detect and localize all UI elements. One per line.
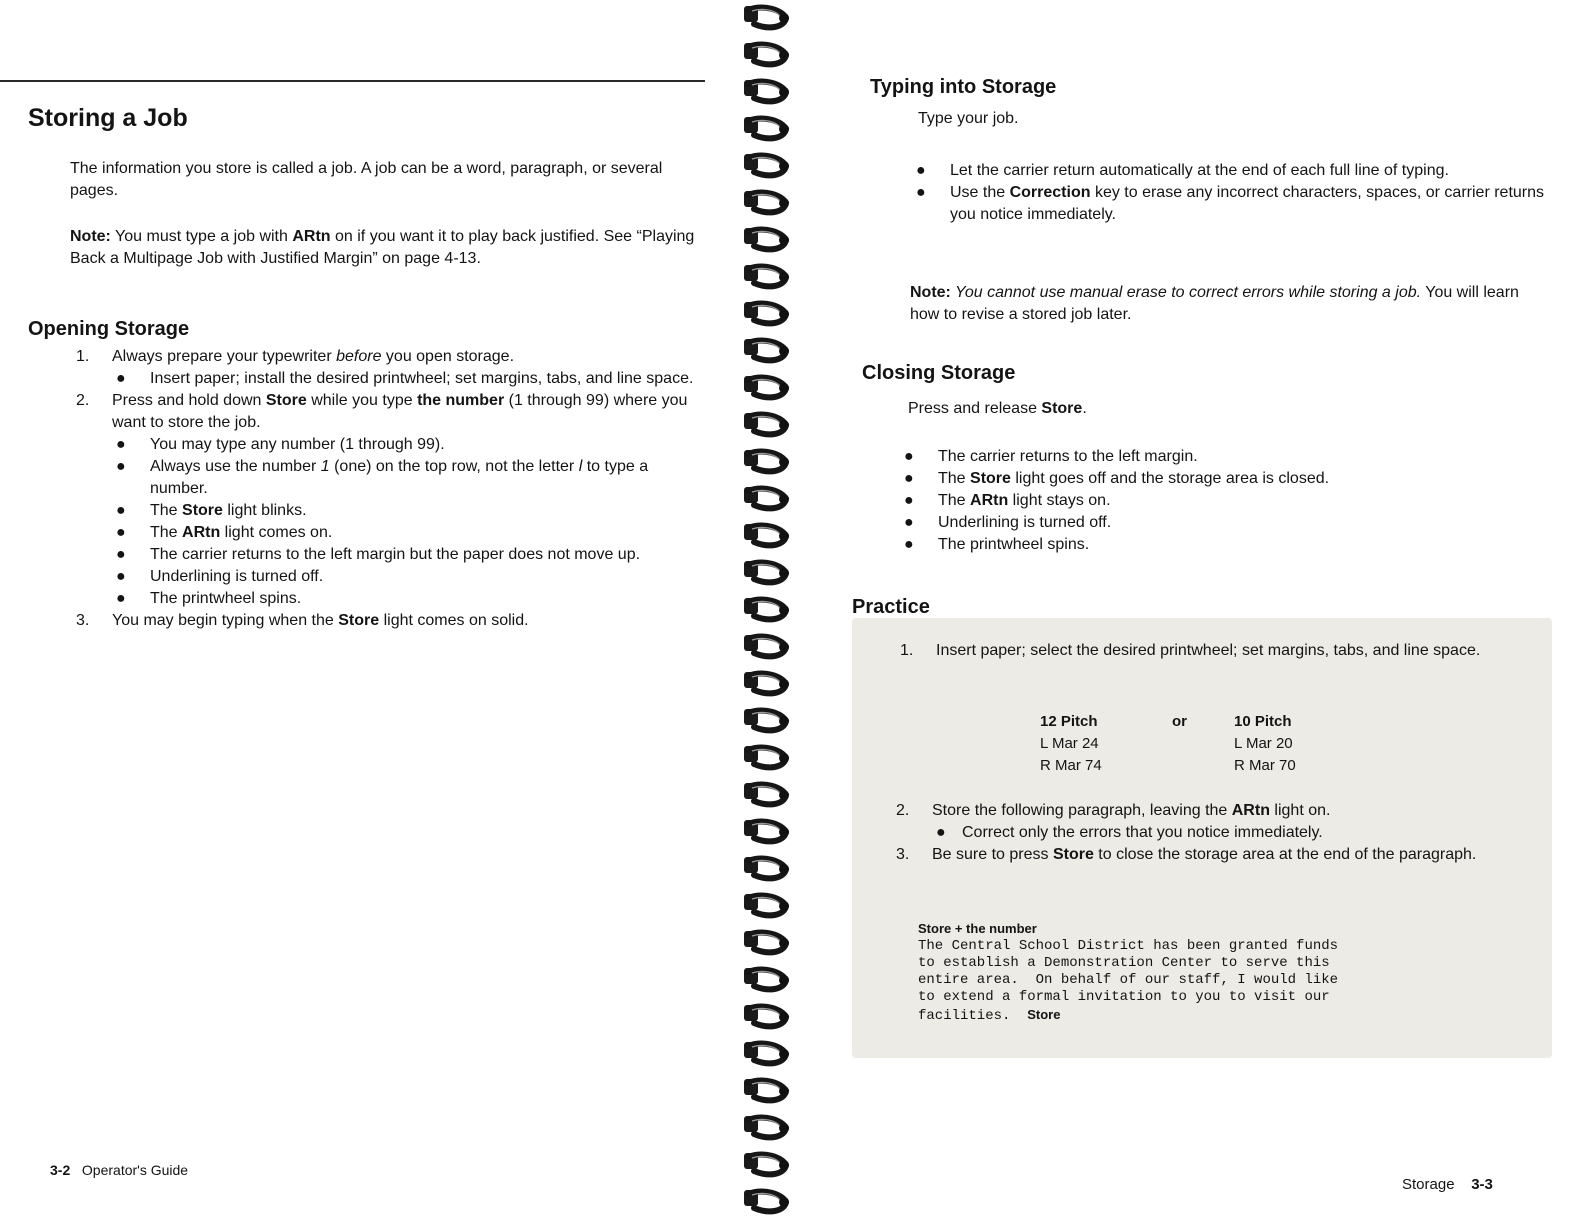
spiral-coil [744, 746, 789, 767]
step-3: 3. You may begin typing when the Store light comes on solid. [76, 612, 529, 629]
section-closing-storage: Closing Storage [862, 362, 1016, 384]
sample-command: Store + the number [918, 921, 1037, 936]
footer-title: Storage [1402, 1176, 1455, 1193]
practice-steps-2-3 [896, 800, 1536, 866]
spiral-coil [744, 1079, 789, 1100]
spiral-coil [744, 672, 789, 693]
right-margin-10: R Mar 70 [1234, 757, 1296, 774]
spiral-coil [744, 117, 789, 138]
footer-title: Operator's Guide [81, 1162, 189, 1178]
spiral-coil [744, 1153, 789, 1174]
section-practice: Practice [852, 596, 930, 618]
bullet-item: ● The carrier returns to the left margin. [904, 448, 1198, 465]
bullet-item: ● Always use the number 1 (one) on the top row, not the letter l to type a number. [116, 458, 649, 497]
spiral-binding [738, 0, 798, 1224]
bullet-item: ● You may type any number (1 through 99). [116, 436, 445, 453]
bullet-item: ● The printwheel spins. [116, 590, 302, 607]
pitch-table [1040, 712, 1360, 778]
sample-line-1: The Central School District has been granted funds [918, 938, 1339, 954]
left-footer [50, 1162, 188, 1178]
spiral-coil [744, 561, 789, 582]
spiral-coil [744, 1116, 789, 1137]
spiral-coil [744, 154, 789, 175]
left-margin-12: L Mar 24 [1040, 735, 1099, 752]
typing-intro: Type your job. [918, 110, 1019, 127]
spiral-coil [744, 6, 789, 27]
practice-step-1 [900, 640, 1540, 662]
spiral-coil [744, 598, 789, 619]
page-number: 3-3 [1471, 1176, 1493, 1193]
spiral-coil [744, 1005, 789, 1026]
header-rule [0, 80, 705, 82]
bullet-item: ● The printwheel spins. [904, 536, 1090, 553]
spiral-coil [744, 931, 789, 952]
left-page [0, 0, 735, 1224]
section-typing-into-storage: Typing into Storage [870, 76, 1057, 98]
step-1: 1. Always prepare your typewriter before you open storage. ● Insert paper; install the desired printwheel; set margins, tabs, and line space. [76, 346, 706, 390]
pitch-10-label: 10 Pitch [1234, 713, 1292, 730]
or-label: or [1172, 713, 1187, 730]
sample-line-3: entire area. On behalf of our staff, I would like [918, 972, 1339, 988]
closing-bullets [900, 446, 1540, 556]
bullet-item: ● Underlining is turned off. [116, 568, 324, 585]
bullet-item: ● The Store light blinks. [116, 502, 307, 519]
spiral-coil [744, 80, 789, 101]
bullet-item: ● Use the Correction key to erase any incorrect characters, spaces, or carrier returns you notice immediately. [916, 184, 1545, 223]
spiral-coil [744, 783, 789, 804]
right-page [800, 0, 1584, 1224]
step-1: 1. Insert paper; select the desired printwheel; set margins, tabs, and line space. [900, 642, 1481, 659]
pitch-12-label: 12 Pitch [1040, 713, 1098, 730]
page-number: 3-2 [50, 1162, 71, 1178]
spiral-coil [744, 191, 789, 212]
intro-paragraph: The information you store is called a job. A job can be a word, paragraph, or several pages. [70, 160, 663, 199]
left-margin-10: L Mar 20 [1234, 735, 1293, 752]
spiral-coil [744, 43, 789, 64]
spiral-coil [744, 487, 789, 508]
bullet-item: ● The carrier returns to the left margin but the paper does not move up. [116, 546, 641, 563]
spiral-coil [744, 302, 789, 323]
step-2: 2. Store the following paragraph, leaving the ARtn light on. ● Correct only the errors that you notice immediately. [896, 800, 1536, 844]
bullet-item: ● The ARtn light comes on. [116, 524, 333, 541]
spiral-coil [744, 635, 789, 656]
bullet-item: ● The Store light goes off and the storage area is closed. [904, 470, 1330, 487]
spiral-coil [744, 820, 789, 841]
spiral-coil [744, 265, 789, 286]
spiral-coil [744, 413, 789, 434]
sample-store-key: Store [1027, 1007, 1061, 1022]
artn-key: ARtn [292, 228, 331, 245]
bullet-item: ● Let the carrier return automatically at the end of each full line of typing. [916, 162, 1449, 179]
spiral-coil [744, 857, 789, 878]
step-2: 2. Press and hold down Store while you type the number (1 through 99) where you want to store the job. ● You may type any number (1 through 99). ● Always use the number 1 (one) on the top row, not the letter l to type a number. ● The Store light blinks. ● The ARtn light comes on. ● The carrier returns to the left margin but the paper does not move up. ● Underlining is turned off. ● The printwheel spins. [76, 390, 706, 610]
sample-line-4: to extend a formal invitation to you to visit our [918, 989, 1330, 1005]
right-margin-12: R Mar 74 [1040, 757, 1102, 774]
bullet-item: ● The ARtn light stays on. [904, 492, 1111, 509]
bullet-item: ● Insert paper; install the desired printwheel; set margins, tabs, and line space. [116, 370, 694, 387]
bullet-item: ● Underlining is turned off. [904, 514, 1112, 531]
note-paragraph: Note: You cannot use manual erase to correct errors while storing a job. You will learn how to revise a stored job later. [910, 284, 1519, 323]
note-label: Note: [910, 284, 951, 301]
spiral-coil [744, 1042, 789, 1063]
spiral-coil [744, 709, 789, 730]
section-opening-storage: Opening Storage [28, 318, 190, 340]
spiral-coil [744, 524, 789, 545]
spiral-coils [738, 0, 798, 1224]
sample-line-5: facilities. Store [918, 1007, 1061, 1024]
closing-intro: Press and release Store. [908, 400, 1087, 417]
spiral-coil [744, 1190, 789, 1211]
spiral-coil [744, 450, 789, 471]
note-label: Note: [70, 228, 111, 245]
typing-bullets [912, 160, 1552, 226]
note-paragraph: Note: You must type a job with ARtn on if you want it to play back justified. See “Playing Back a Multipage Job with Justified Margin” on page 4-13. [70, 228, 695, 267]
spiral-coil [744, 376, 789, 397]
spiral-coil [744, 228, 789, 249]
spiral-coil [744, 339, 789, 360]
right-footer [1402, 1176, 1493, 1193]
spiral-coil [744, 968, 789, 989]
sample-text-block [918, 920, 1518, 1025]
spiral-coil [744, 894, 789, 915]
step-3: 3. Be sure to press Store to close the storage area at the end of the paragraph. [896, 846, 1477, 863]
opening-steps [76, 346, 706, 632]
page-title: Storing a Job [28, 104, 188, 132]
sample-line-2: to establish a Demonstration Center to serve this [918, 955, 1330, 971]
bullet-item: ● Correct only the errors that you notice immediately. [936, 824, 1323, 841]
